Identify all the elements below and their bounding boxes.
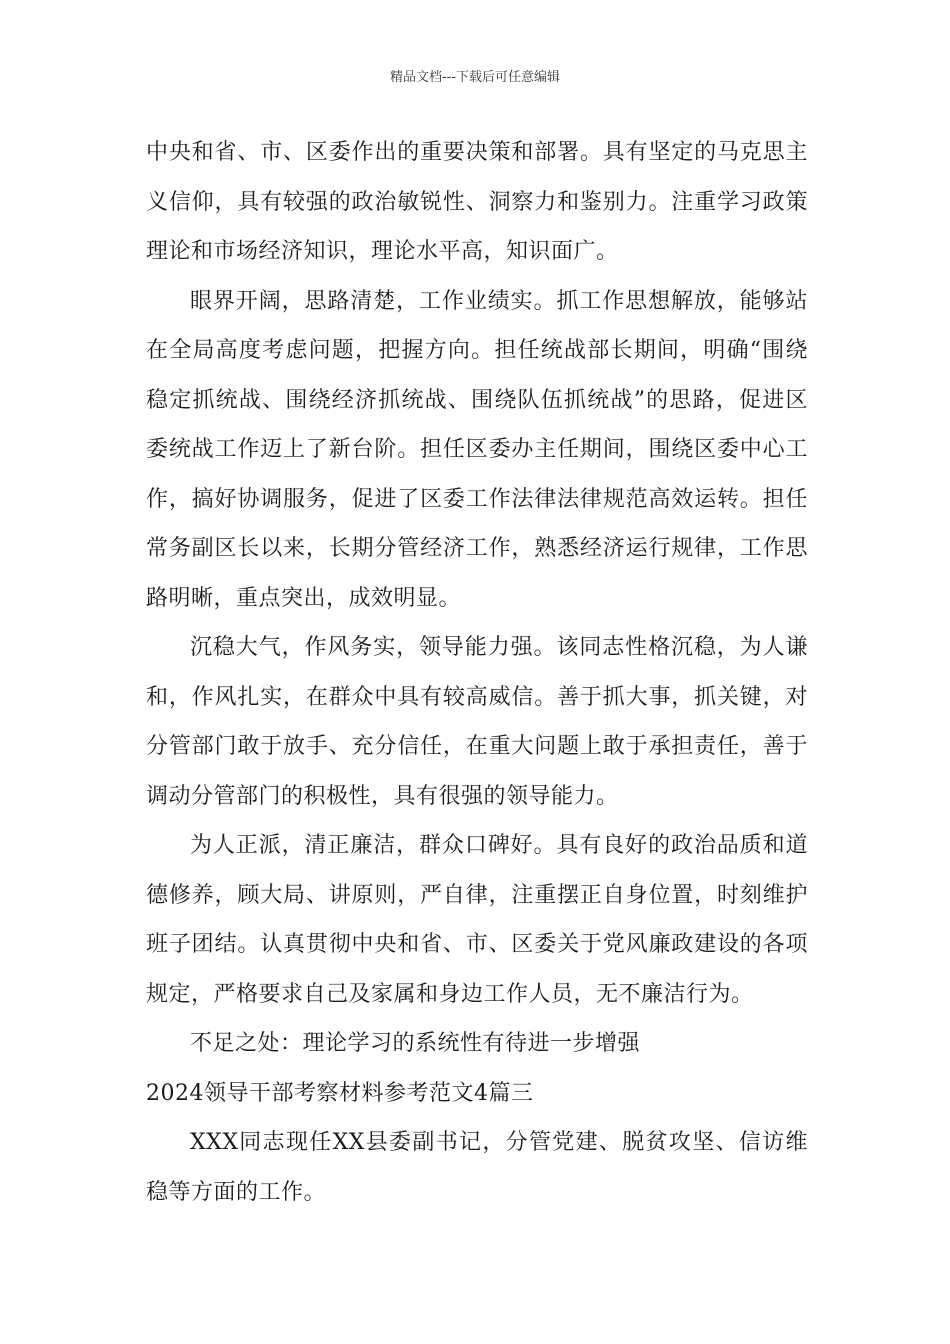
document-body: [146, 128, 808, 1217]
paragraph-2: 眼界开阔，思路清楚，工作业绩实。抓工作思想解放，能够站在全局高度考虑问题，把握方向。担任统战部长期间，明确“围绕稳定抓统战、围绕经济抓统战、围绕队伍抓统战”的思路，促进区委统战工作迈上了新台阶。担任区委办主任期间，围绕区委中心工作，搞好协调服务，促进了区委工作法律法律规范高效运转。担任常务副区长以来，长期分管经济工作，熟悉经济运行规律，工作思路明晰，重点突出，成效明显。: [146, 288, 808, 611]
paragraph-4: 为人正派，清正廉洁，群众口碑好。具有良好的政治品质和道德修养，顾大局、讲原则，严自律，注重摆正自身位置，时刻维护班子团结。认真贯彻中央和省、市、区委关于党风廉政建设的各项规定，严格要求自己及家属和身边工作人员，无不廉洁行为。: [146, 833, 808, 1007]
paragraph-6: XXX同志现任XX县委副书记，分管党建、脱贫攻坚、信访维稳等方面的工作。: [146, 1130, 808, 1205]
section-heading: 2024领导干部考察材料参考范文4篇三: [146, 1080, 534, 1106]
paragraph-5: 不足之处：理论学习的系统性有待进一步增强: [190, 1031, 641, 1056]
page-header: 精品文档---下载后可任意编辑: [389, 70, 561, 85]
paragraph-1: 中央和省、市、区委作出的重要决策和部署。具有坚定的马克思主义信仰，具有较强的政治敏锐性、洞察力和鉴别力。注重学习政策理论和市场经济知识，理论水平高，知识面广。: [146, 140, 808, 264]
paragraph-3: 沉稳大气，作风务实，领导能力强。该同志性格沉稳，为人谦和，作风扎实，在群众中具有较高威信。善于抓大事，抓关键，对分管部门敢于放手、充分信任，在重大问题上敢于承担责任，善于调动分管部门的积极性，具有很强的领导能力。: [146, 635, 808, 809]
